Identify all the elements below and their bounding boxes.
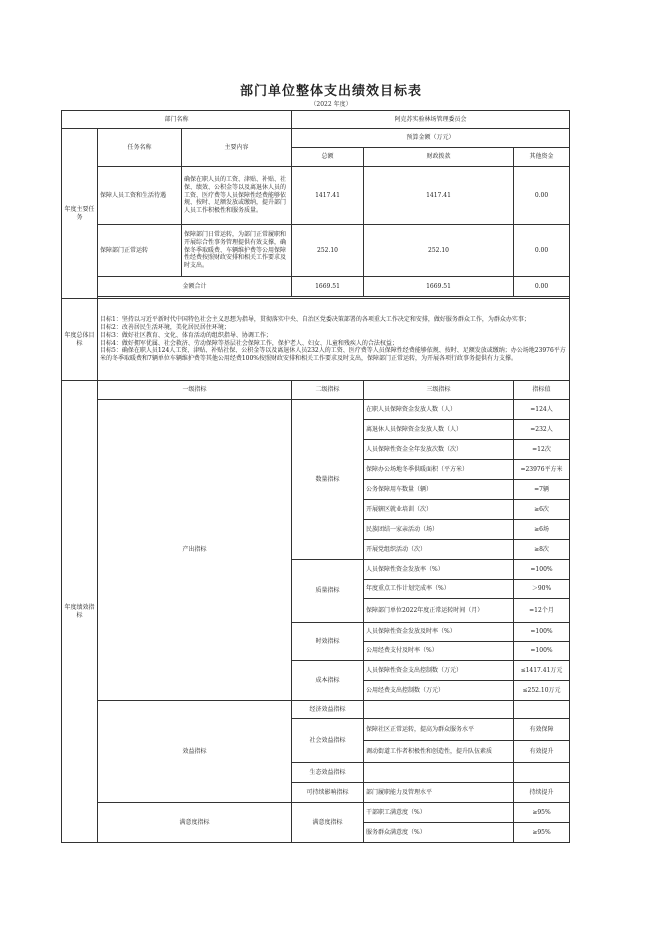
indicator-name: 保障办公场地冬季供暖面积（平方米）: [364, 460, 514, 480]
indicator-name: 在职人员保障资金发放人数（人）: [364, 400, 514, 420]
indicator-value: 有效保障: [514, 719, 570, 741]
indicator-value: 持续提升: [514, 783, 570, 803]
indicator-name: 服务群众满意度（%）: [364, 823, 514, 843]
task-other: 0.00: [514, 225, 570, 277]
task-sum-row: [62, 277, 570, 297]
task-content: 保障部门日常运转，为部门正常履职和开展综合性事务管理提供有效支撑，确保冬季取暖费、车辆维护费等公用保障性经费按照财政安排和相关工作要求及时支出。: [182, 225, 292, 277]
indicator-name: 民族团结一家亲活动（场）: [364, 520, 514, 540]
task-fiscal: 252.10: [364, 225, 514, 277]
output-indicator-label: 产出指标: [98, 400, 292, 701]
task-header-row: [62, 129, 570, 148]
empty-indicator-name: [364, 763, 514, 783]
goal-line: 目标3：做好社区教育、文化、体育活动的组织指导、协调工作；: [100, 331, 272, 339]
economic-indicator-label: 经济效益指标: [292, 701, 364, 719]
social-indicator-label: 社会效益指标: [292, 719, 364, 763]
total-header: 总额: [292, 148, 364, 167]
indicator-value: 有效提升: [514, 741, 570, 763]
indicator-header-row: [62, 381, 570, 400]
task-fiscal: 1417.41: [364, 167, 514, 225]
task-content: 确保在职人员的工资、津贴、补贴、社保、绩效、公积金等以及离退休人员的工资、医疗费等人员保障性经费能够依规、按时、足额发放或缴纳，提升部门人员工作积极性和服务质量。: [182, 167, 292, 225]
timeliness-indicator-label: 时效指标: [292, 623, 364, 661]
dept-value: 阿克苏实验林场管理委员会: [292, 111, 570, 129]
task-content-header: 主要内容: [182, 129, 292, 167]
sum-total: 1669.51: [292, 277, 364, 297]
indicator-value: =100%: [514, 623, 570, 642]
indicator-name: 公用经费支付及时率（%）: [364, 642, 514, 661]
indicator-name: 年度重点工作计划完成率（%）: [364, 580, 514, 599]
indicator-row: [62, 400, 570, 420]
indicator-value: =100%: [514, 560, 570, 580]
report-year: （2022 年度）: [310, 101, 352, 108]
fiscal-header: 财政拨款: [364, 148, 514, 167]
indicator-value: ≥95%: [514, 803, 570, 823]
sum-label: 金额合计: [98, 277, 292, 297]
goal-line: 目标1：坚持以习近平新时代中国特色社会主义思想为指导，贯彻落实中央、自治区党委决策部署的各项重大工作决定和安排，做好服务群众工作，为群众办实事；: [100, 316, 530, 324]
indicator-value: ≥8次: [514, 540, 570, 560]
indicator-value: ＞90%: [514, 580, 570, 599]
overall-goal-label: 年度总体目标: [62, 299, 98, 381]
indicator-name: 人员保障性资金发放及时率（%）: [364, 623, 514, 642]
goal-line: 目标2：改善居民生活环境，美化居民居住环境；: [100, 323, 230, 331]
task-row: [62, 167, 570, 225]
indicator-name: 人员保障性资金支出控制数（万元）: [364, 661, 514, 681]
indicator-value: =12次: [514, 440, 570, 460]
sustain-indicator-label: 可持续影响指标: [292, 783, 364, 803]
indicator-name: 公务保障用车数量（辆）: [364, 480, 514, 500]
indicator-value: =124人: [514, 400, 570, 420]
indicator-value: ≥6次: [514, 500, 570, 520]
indicator-name: 保障部门单位2022年度正常运转时间（月）: [364, 599, 514, 623]
performance-table: [61, 110, 570, 843]
indicator-col4: 指标值: [514, 381, 570, 400]
overall-goal-row: [62, 299, 570, 381]
indicator-value: ≥95%: [514, 823, 570, 843]
indicator-col1: 一级指标: [98, 381, 292, 400]
empty-indicator-value: [514, 701, 570, 719]
indicator-value: ≤252.10万元: [514, 681, 570, 701]
satisfaction-sub-label: 满意度指标: [292, 803, 364, 843]
cost-indicator-label: 成本指标: [292, 661, 364, 701]
indicator-name: 保障社区正常运转，提高为群众服务水平: [364, 719, 514, 741]
indicator-value: =232人: [514, 420, 570, 440]
indicators-section-label: 年度绩效指标: [62, 381, 98, 843]
indicator-name: 人员保障性资金发放率（%）: [364, 560, 514, 580]
task-name: 保障部门正常运转: [98, 225, 182, 277]
eco-indicator-label: 生态效益指标: [292, 763, 364, 783]
quality-indicator-label: 质量指标: [292, 560, 364, 623]
task-other: 0.00: [514, 167, 570, 225]
indicator-name: 离退休人员保障资金发放人数（人）: [364, 420, 514, 440]
other-header: 其他资金: [514, 148, 570, 167]
task-total: 252.10: [292, 225, 364, 277]
indicator-name: 部门履职能力及管理水平: [364, 783, 514, 803]
task-row: [62, 225, 570, 277]
task-total: 1417.41: [292, 167, 364, 225]
indicator-name: 人员保障性资金全年发放次数（次）: [364, 440, 514, 460]
indicator-name: 公用经费支出控制数（万元）: [364, 681, 514, 701]
indicator-value: =23976平方米: [514, 460, 570, 480]
indicator-name: 调动街道工作者积极性和创造性，提升队伍素质: [364, 741, 514, 763]
satisfaction-indicator-label: 满意度指标: [98, 803, 292, 843]
indicator-name: 开展辖区就业培训（次）: [364, 500, 514, 520]
task-name: 保障人员工资和生活待遇: [98, 167, 182, 225]
indicator-col3: 三级指标: [364, 381, 514, 400]
indicator-value: =12个月: [514, 599, 570, 623]
indicator-value: =100%: [514, 642, 570, 661]
goal-line: 目标4：做好拥军优属、社会救济、劳动保障等基层社会保障工作，保护老人、妇女、儿童和残疾人的合法权益；: [100, 339, 398, 347]
task-name-header: 任务名称: [98, 129, 182, 167]
dept-label: 部门名称: [62, 111, 292, 129]
indicator-value: =7辆: [514, 480, 570, 500]
indicator-value: ≥6场: [514, 520, 570, 540]
dept-row: [62, 111, 570, 129]
quantity-indicator-label: 数量指标: [292, 400, 364, 560]
goal-line: 目标5：确保在职人员124人工资、津贴、补贴社保、公积金等以及离退休人员232人的工资、医疗费等人员保障性经费能够依规、按时、足额发放或缴纳；办公场地23976平方米的冬季取暖费和7辆单位车辆维护费等其他公用经费100%按照财政安排和相关工作要求及时支出，保障部门正常运转，为开展各项行政事务提供有力支撑。: [100, 347, 566, 363]
indicator-name: 开展党组织活动（次）: [364, 540, 514, 560]
indicator-col2: 二级指标: [292, 381, 364, 400]
benefit-indicator-label: 效益指标: [98, 701, 292, 803]
page-title: 部门单位整体支出绩效目标表: [239, 84, 422, 99]
empty-indicator-value: [514, 763, 570, 783]
sum-fiscal: 1669.51: [364, 277, 514, 297]
indicator-row: [62, 803, 570, 823]
indicator-value: ≤1417.41万元: [514, 661, 570, 681]
overall-goal-text: [98, 299, 570, 381]
sum-other: 0.00: [514, 277, 570, 297]
empty-indicator-name: [364, 701, 514, 719]
tasks-section-label: 年度主要任务: [62, 129, 98, 299]
indicator-name: 干部职工满意度（%）: [364, 803, 514, 823]
indicator-row: [62, 701, 570, 719]
budget-header: 预算金额（万元）: [292, 129, 570, 148]
